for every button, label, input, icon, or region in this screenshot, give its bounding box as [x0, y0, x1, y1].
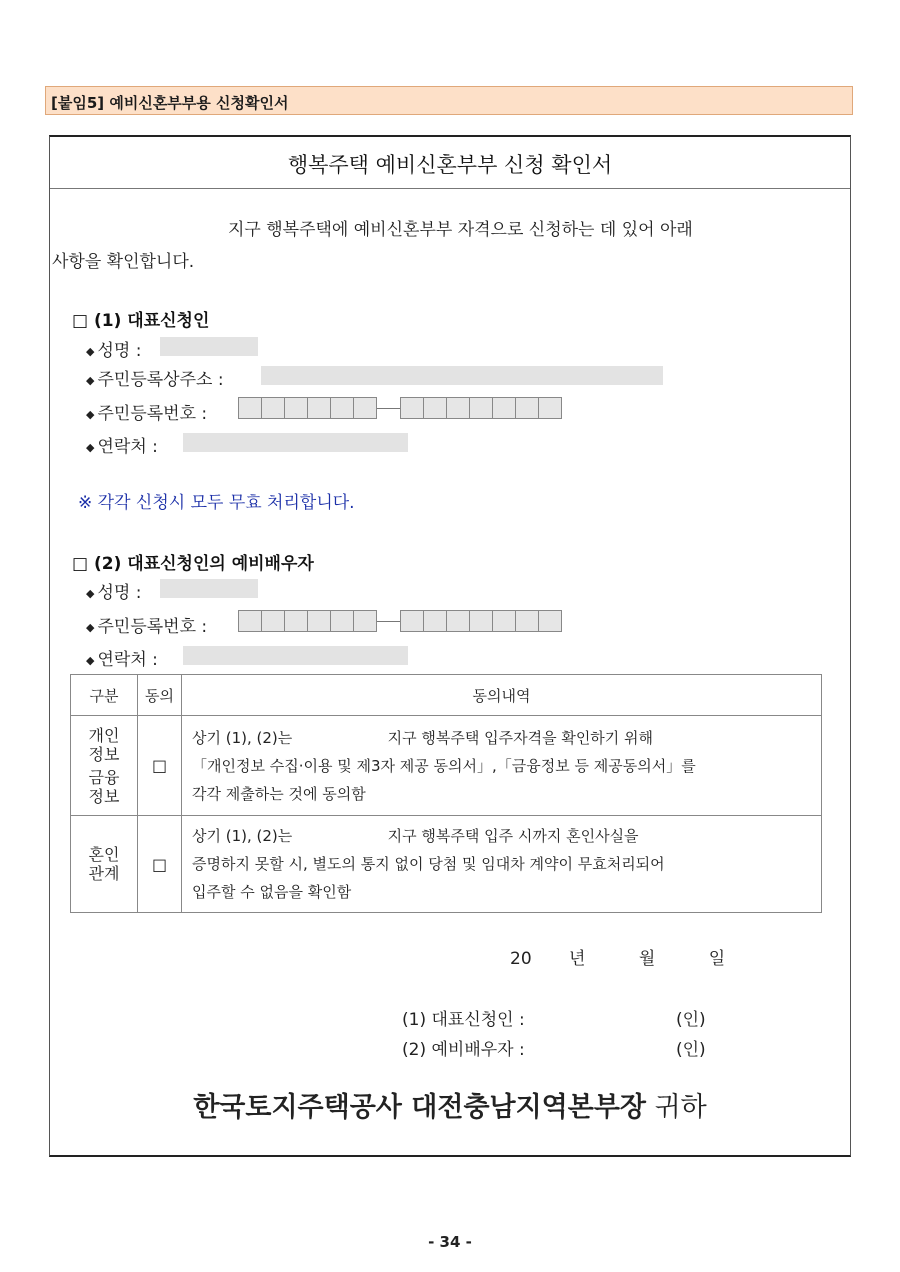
attachment-label: [붙임5] 예비신혼부부용 신청확인서 [51, 94, 289, 112]
category-text: 정보 [88, 744, 120, 764]
page-number: - 34 - [428, 1233, 472, 1251]
applicant-contact-label: 연락처 : [97, 437, 158, 457]
applicant-rrn-row [86, 399, 207, 424]
rrn-digit-cell[interactable] [330, 397, 354, 419]
rrn-digit-cell[interactable] [284, 610, 308, 632]
date-year: 년 [569, 949, 586, 969]
addressee [0, 1085, 900, 1124]
bullet-icon: ◆ [86, 620, 95, 634]
applicant-rrn-field[interactable] [238, 397, 562, 419]
table-row [71, 816, 822, 913]
rrn-digit-cell[interactable] [492, 397, 516, 419]
bullet-icon: ◆ [86, 440, 95, 454]
spouse-contact-row [86, 645, 158, 670]
rrn-digit-cell[interactable] [307, 397, 331, 419]
form-title-row [50, 137, 850, 189]
category-text: 관계 [88, 864, 120, 883]
category-text: 혼인 [88, 845, 120, 864]
rrn-digit-cell[interactable] [261, 397, 285, 419]
consent-checkbox[interactable]: □ [138, 716, 182, 816]
signature-spouse-label: (2) 예비배우자 : [402, 1040, 525, 1060]
consent-checkbox[interactable]: □ [138, 816, 182, 913]
rrn-digit-cell[interactable] [284, 397, 308, 419]
rrn-digit-cell[interactable] [538, 397, 562, 419]
consent-detail [182, 716, 822, 816]
signature-applicant-seal[interactable]: (인) [676, 1010, 706, 1030]
consent-detail-line: 입주할 수 없음을 확인함 [192, 883, 352, 901]
rrn-digit-cell[interactable] [538, 610, 562, 632]
intro-line-2: 사항을 확인합니다. [52, 252, 195, 272]
applicant-rrn-label: 주민등록번호 : [97, 404, 208, 424]
bullet-icon: ◆ [86, 586, 95, 600]
header-consent-detail: 동의내역 [182, 675, 822, 716]
applicant-name-field[interactable] [160, 337, 258, 356]
header-category: 구분 [71, 675, 138, 716]
header-consent: 동의 [138, 675, 182, 716]
spouse-name-field[interactable] [160, 579, 258, 598]
consent-detail [182, 816, 822, 913]
applicant-address-label: 주민등록상주소 : [97, 370, 224, 390]
table-row [71, 716, 822, 816]
spouse-contact-label: 연락처 : [97, 650, 158, 670]
applicant-contact-field[interactable] [183, 433, 408, 452]
bullet-icon: ◆ [86, 344, 95, 358]
rrn-digit-cell[interactable] [307, 610, 331, 632]
rrn-digit-cell[interactable] [423, 397, 447, 419]
row-category [71, 816, 138, 913]
intro-line-1: 지구 행복주택에 예비신혼부부 자격으로 신청하는 데 있어 아래 [228, 220, 693, 240]
consent-detail-line: 증명하지 못할 시, 별도의 통지 없이 당첨 및 임대차 계약이 무효처리되어 [192, 855, 665, 873]
signature-spouse-seal[interactable]: (인) [676, 1040, 706, 1060]
spouse-name-row [86, 578, 141, 603]
rrn-separator [377, 408, 401, 409]
addressee-suffix: 귀하 [646, 1092, 707, 1123]
table-header-row [71, 675, 822, 716]
rrn-digit-cell[interactable] [261, 610, 285, 632]
bullet-icon: ◆ [86, 653, 95, 667]
rrn-digit-cell[interactable] [446, 610, 470, 632]
consent-detail-line: 상기 (1), (2)는 지구 행복주택 입주 시까지 혼인사실을 [192, 827, 639, 845]
bullet-icon: ◆ [86, 373, 95, 387]
rrn-digit-cell[interactable] [469, 610, 493, 632]
applicant-address-row [86, 365, 224, 390]
consent-detail-line: 「개인정보 수집·이용 및 제3자 제공 동의서」,「금융정보 등 제공동의서」를 [192, 756, 696, 775]
attachment-label-bar [45, 86, 853, 115]
rrn-digit-cell[interactable] [515, 397, 539, 419]
signature-applicant-label: (1) 대표신청인 : [402, 1010, 525, 1030]
rrn-digit-cell[interactable] [353, 610, 377, 632]
form-frame [49, 135, 851, 1157]
spouse-rrn-field[interactable] [238, 610, 562, 632]
form-title: 행복주택 예비신혼부부 신청 확인서 [287, 153, 613, 177]
applicant-name-row [86, 336, 141, 361]
bullet-icon: ◆ [86, 407, 95, 421]
date-month: 월 [638, 949, 656, 969]
section1-heading: □ (1) 대표신청인 [72, 311, 210, 331]
addressee-organization: 한국토지주택공사 대전충남지역본부장 [193, 1092, 647, 1123]
notice-text: ※ 각각 신청시 모두 무효 처리합니다. [78, 493, 355, 513]
date-year-prefix: 20 [510, 949, 532, 969]
consent-table [70, 674, 822, 913]
spouse-name-label: 성명 : [97, 583, 142, 603]
spouse-contact-field[interactable] [183, 646, 408, 665]
date-line [510, 944, 725, 969]
rrn-digit-cell[interactable] [238, 610, 262, 632]
rrn-digit-cell[interactable] [330, 610, 354, 632]
consent-detail-line: 각각 제출하는 것에 동의함 [192, 784, 366, 803]
rrn-digit-cell[interactable] [400, 397, 424, 419]
applicant-address-field[interactable] [261, 366, 663, 385]
spouse-rrn-row [86, 612, 207, 637]
applicant-contact-row [86, 432, 158, 457]
rrn-separator [377, 621, 401, 622]
rrn-digit-cell[interactable] [446, 397, 470, 419]
applicant-name-label: 성명 : [97, 341, 142, 361]
row-category [71, 716, 138, 816]
rrn-digit-cell[interactable] [515, 610, 539, 632]
category-text: 금융 [88, 767, 120, 787]
spouse-rrn-label: 주민등록번호 : [97, 617, 208, 637]
date-day: 일 [708, 949, 726, 969]
category-text: 개인 [88, 725, 120, 745]
consent-detail-line: 상기 (1), (2)는 지구 행복주택 입주자격을 확인하기 위해 [192, 728, 654, 747]
rrn-digit-cell[interactable] [400, 610, 424, 632]
category-text: 정보 [88, 786, 120, 806]
rrn-digit-cell[interactable] [469, 397, 493, 419]
rrn-digit-cell[interactable] [492, 610, 516, 632]
rrn-digit-cell[interactable] [353, 397, 377, 419]
rrn-digit-cell[interactable] [238, 397, 262, 419]
rrn-digit-cell[interactable] [423, 610, 447, 632]
section2-heading: □ (2) 대표신청인의 예비배우자 [72, 554, 314, 574]
